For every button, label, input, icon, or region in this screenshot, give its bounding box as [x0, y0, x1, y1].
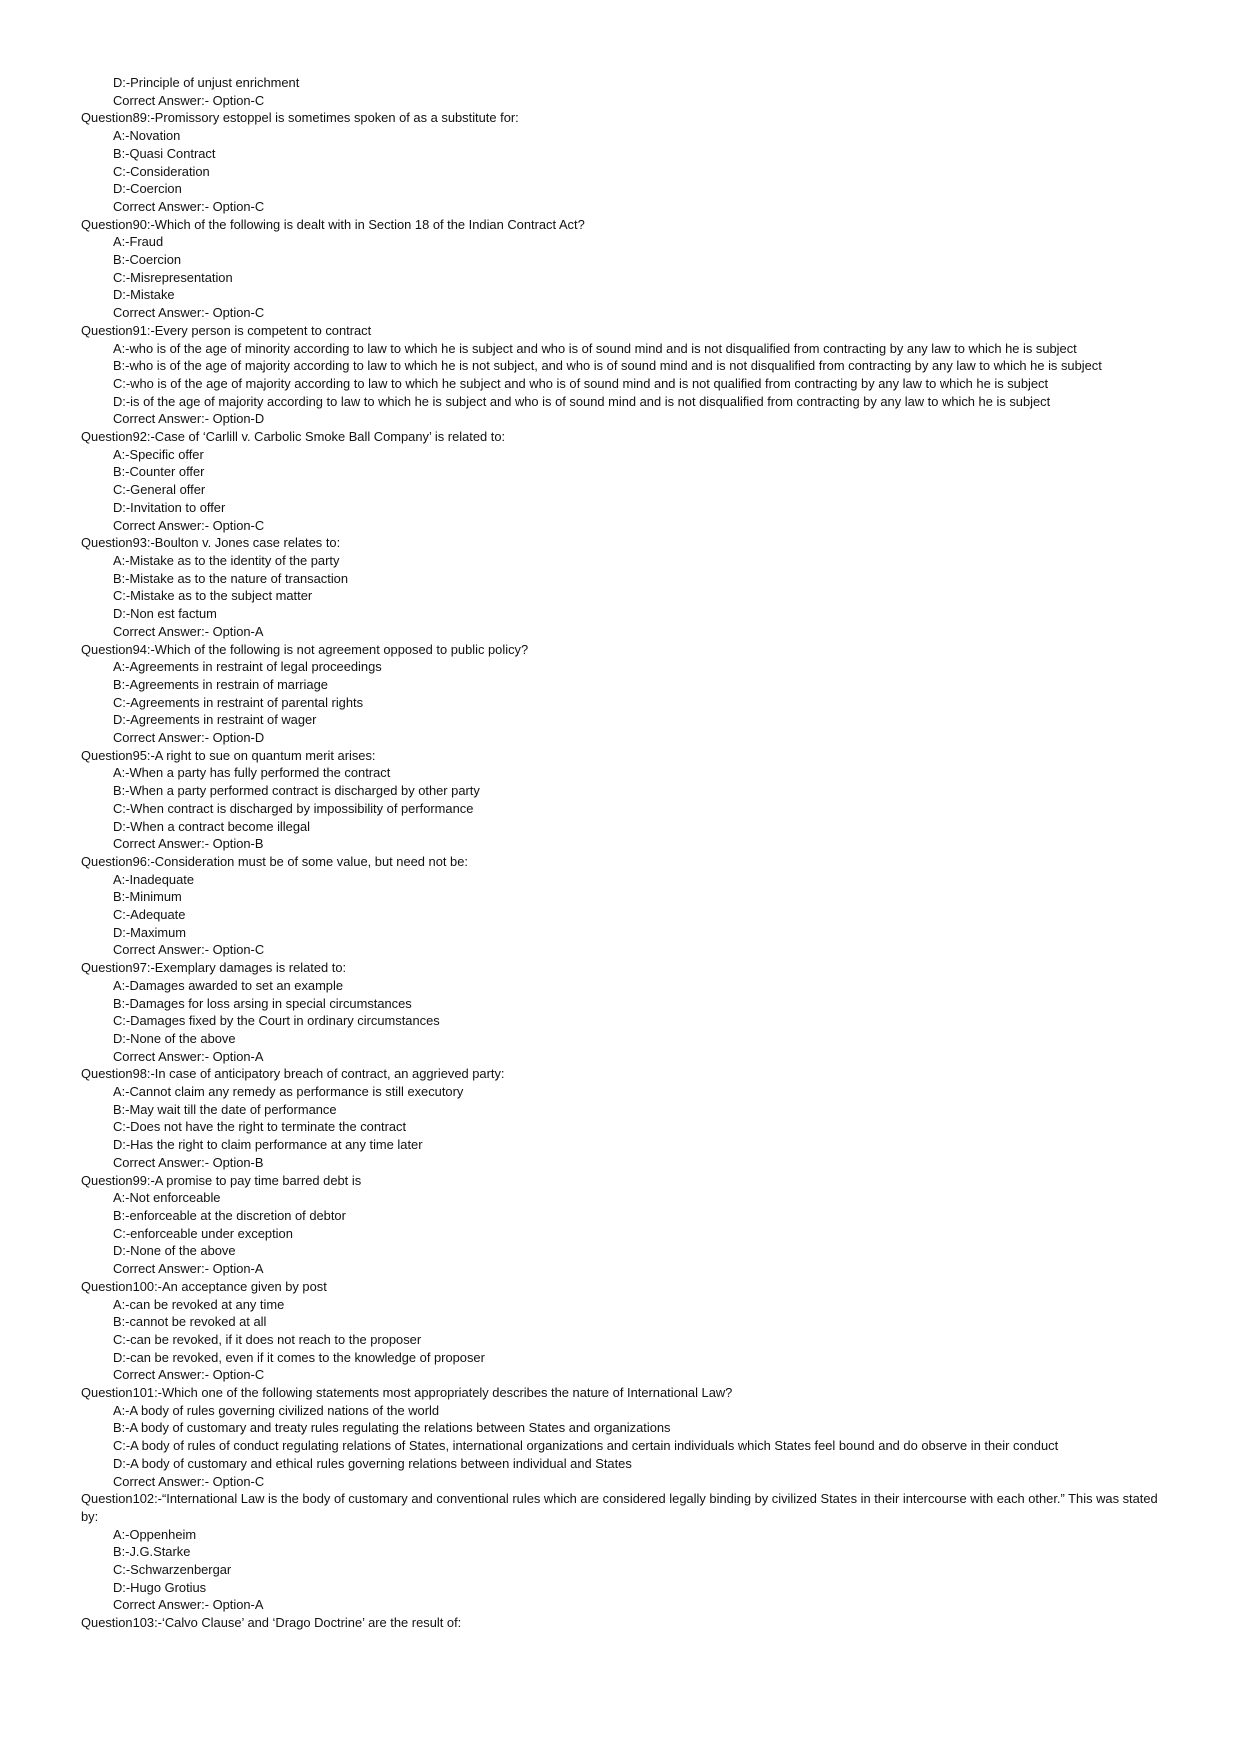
option-c: C:-Schwarzenbergar [113, 1562, 232, 1578]
option-b: B:-Coercion [113, 252, 182, 268]
option-c: C:-General offer [113, 482, 206, 498]
correct-answer: Correct Answer:- Option-D [113, 730, 265, 746]
option-a: A:-When a party has fully performed the contract [113, 765, 391, 781]
correct-answer: Correct Answer:- Option-C [113, 942, 265, 958]
option-d: D:-Agreements in restraint of wager [113, 712, 317, 728]
correct-answer: Correct Answer:- Option-A [113, 1597, 264, 1613]
option-a: A:-Mistake as to the identity of the party [113, 552, 340, 568]
option-c: C:-enforceable under exception [113, 1225, 293, 1241]
question-97: Question97:-Exemplary damages is related to: [81, 960, 347, 976]
option-a: A:-Inadequate [113, 871, 194, 887]
option-d: D:-Non est factum [113, 606, 217, 622]
option-b: B:-cannot be revoked at all [113, 1314, 267, 1330]
question-92: Question92:-Case of ‘Carlill v. Carbolic Smoke Ball Company’ is related to: [81, 429, 506, 445]
option-b: B:-Mistake as to the nature of transaction [113, 570, 349, 586]
question-96: Question96:-Consideration must be of some value, but need not be: [81, 853, 468, 869]
option-d: D:-A body of customary and ethical rules governing relations between individual and States [113, 1455, 632, 1471]
option-a: A:-who is of the age of minority according to law to which he is subject and who is of sound mind and is not disqualified from contracting by any law to which he is subject [113, 340, 1077, 356]
option-c: C:-can be revoked, if it does not reach to the proposer [113, 1331, 422, 1347]
question-99: Question99:-A promise to pay time barred debt is [81, 1172, 362, 1188]
option-d: D:-None of the above [113, 1243, 236, 1259]
option-b: B:-Damages for loss arsing in special circumstances [113, 995, 412, 1011]
option-b: B:-Agreements in restrain of marriage [113, 676, 328, 692]
correct-answer: Correct Answer:- Option-C [113, 1367, 265, 1383]
correct-answer: Correct Answer:- Option-A [113, 1261, 264, 1277]
option-a: A:-A body of rules governing civilized nations of the world [113, 1402, 440, 1418]
correct-answer: Correct Answer:- Option-C [113, 92, 265, 108]
option-d: D:-Invitation to offer [113, 499, 226, 515]
option-d: D:-is of the age of majority according to law to which he is subject and who is of sound mind and is not disqualified from contracting by any law to which he is subject [113, 393, 1051, 409]
option-b: B:-Counter offer [113, 464, 205, 480]
option-d: D:-Mistake [113, 287, 175, 303]
correct-answer: Correct Answer:- Option-D [113, 411, 265, 427]
correct-answer: Correct Answer:- Option-A [113, 623, 264, 639]
correct-answer: Correct Answer:- Option-C [113, 517, 265, 533]
option-b: B:-J.G.Starke [113, 1544, 191, 1560]
option-d: D:-Has the right to claim performance at any time later [113, 1137, 423, 1153]
question-89: Question89:-Promissory estoppel is sometimes spoken of as a substitute for: [81, 110, 519, 126]
option-b: B:-enforceable at the discretion of debtor [113, 1208, 346, 1223]
question-91: Question91:-Every person is competent to contract [81, 322, 372, 338]
question-101: Question101:-Which one of the following statements most appropriately describes the nature of International Law? [81, 1385, 733, 1401]
option-c: C:-Damages fixed by the Court in ordinary circumstances [113, 1013, 440, 1029]
option-c: C:-who is of the age of majority according to law to which he subject and who is of sound mind and is not qualified from contracting by any law to which he is subject [113, 375, 1049, 391]
question-95: Question95:-A right to sue on quantum merit arises: [81, 747, 376, 763]
option-a: A:-Oppenheim [113, 1526, 197, 1542]
option-d: D:-Hugo Grotius [113, 1579, 207, 1595]
option-c: C:-When contract is discharged by impossibility of performance [113, 800, 474, 816]
option-b: B:-A body of customary and treaty rules regulating the relations between States and organizations [113, 1420, 671, 1436]
question-98: Question98:-In case of anticipatory breach of contract, an aggrieved party: [81, 1066, 505, 1082]
correct-answer: Correct Answer:- Option-B [113, 1154, 264, 1170]
correct-answer: Correct Answer:- Option-C [113, 1473, 265, 1489]
option-d: D:-None of the above [113, 1030, 236, 1046]
correct-answer: Correct Answer:- Option-A [113, 1048, 264, 1064]
correct-answer: Correct Answer:- Option-C [113, 305, 265, 321]
question-100: Question100:-An acceptance given by post [81, 1278, 327, 1294]
option-c: C:-Agreements in restraint of parental rights [113, 694, 364, 710]
option-d: D:-can be revoked, even if it comes to the knowledge of proposer [113, 1349, 485, 1365]
option-a: A:-Not enforceable [113, 1190, 221, 1206]
option-a: A:-Fraud [113, 234, 164, 250]
option-c: C:-Misrepresentation [113, 269, 233, 285]
option-a: A:-Damages awarded to set an example [113, 977, 344, 993]
option-d: D:-When a contract become illegal [113, 818, 311, 834]
option-b: B:-Minimum [113, 889, 182, 905]
question-103: Question103:-‘Calvo Clause’ and ‘Drago Doctrine’ are the result of: [81, 1615, 462, 1631]
question-93: Question93:-Boulton v. Jones case relates to: [81, 535, 341, 551]
option-c: C:-Does not have the right to terminate the contract [113, 1119, 407, 1135]
option-c: C:-A body of rules of conduct regulating relations of States, international organizations and certain individuals which States feel bound and do observe in their conduct [113, 1438, 1059, 1454]
question-94: Question94:-Which of the following is not agreement opposed to public policy? [81, 641, 529, 657]
option-d: D:-Maximum [113, 924, 187, 940]
option-b: B:-Quasi Contract [113, 145, 216, 161]
option-a: A:-Novation [113, 128, 181, 144]
question-102: Question102:-“International Law is the body of customary and conventional rules which are considered legally binding by civilized States in their intercourse with each other.” This was stated by: [81, 1491, 1158, 1524]
question-90: Question90:-Which of the following is dealt with in Section 18 of the Indian Contract Act? [81, 216, 585, 232]
option-a: A:-Specific offer [113, 446, 204, 462]
option-c: C:-Consideration [113, 163, 210, 179]
document-page [81, 74, 1161, 1632]
option-line: D:-Principle of unjust enrichment [113, 75, 300, 90]
option-a: A:-Agreements in restraint of legal proceedings [113, 659, 382, 675]
correct-answer: Correct Answer:- Option-B [113, 836, 264, 852]
option-b: B:-May wait till the date of performance [113, 1101, 337, 1117]
option-b: B:-who is of the age of majority according to law to which he is not subject, and who is of sound mind and is not disqualified from contracting by any law to which he is subject [113, 358, 1102, 374]
option-a: A:-can be revoked at any time [113, 1296, 285, 1312]
option-c: C:-Mistake as to the subject matter [113, 588, 313, 604]
correct-answer: Correct Answer:- Option-C [113, 198, 265, 214]
option-a: A:-Cannot claim any remedy as performance is still executory [113, 1084, 464, 1100]
option-b: B:-When a party performed contract is discharged by other party [113, 783, 480, 799]
option-d: D:-Coercion [113, 181, 182, 197]
option-c: C:-Adequate [113, 907, 186, 923]
